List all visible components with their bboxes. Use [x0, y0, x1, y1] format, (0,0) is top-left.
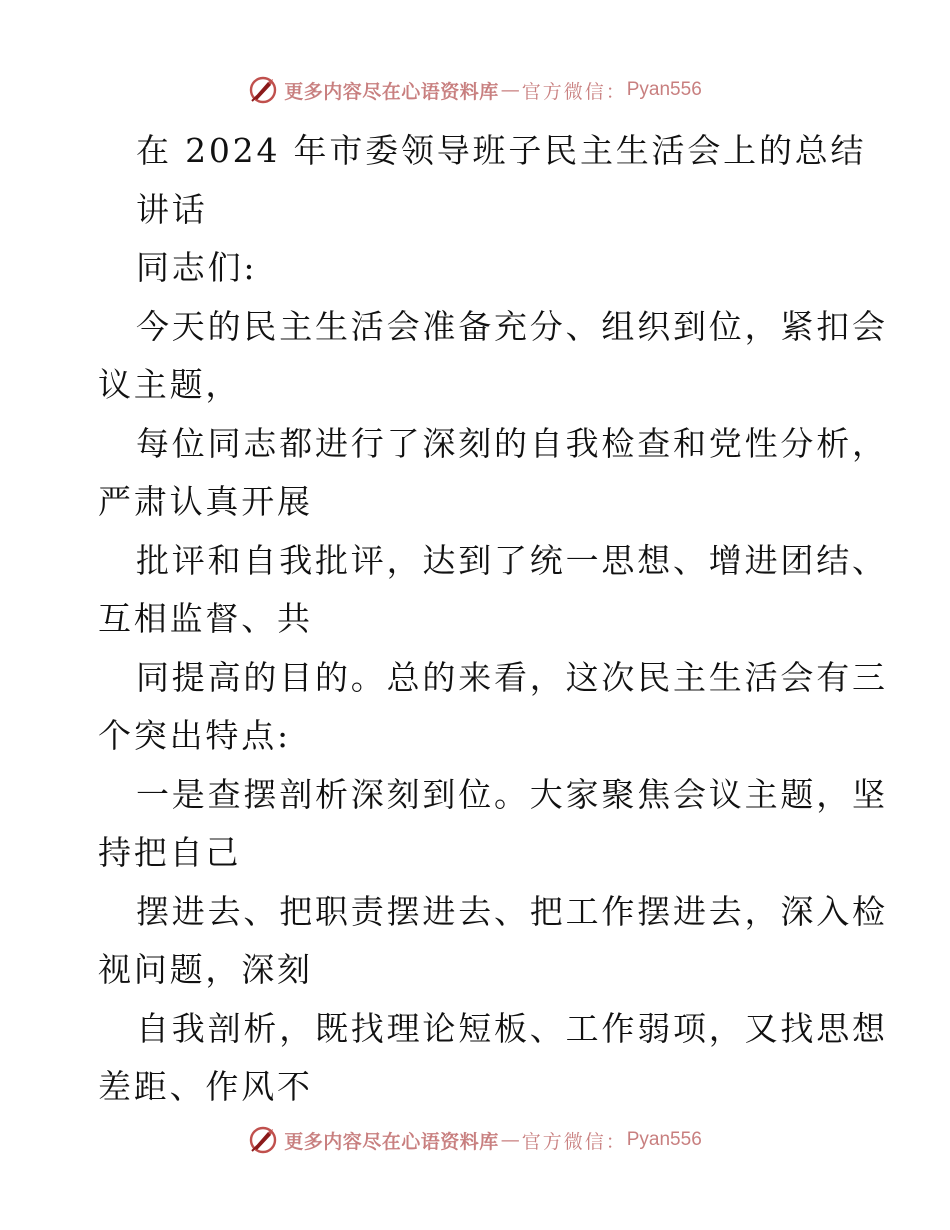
text-line: 一是查摆剖析深刻到位。大家聚焦会议主题，坚: [136, 774, 888, 814]
footer-watermark: [0, 1120, 950, 1160]
watermark-text: 更多内容尽在心语资料库: [284, 1130, 499, 1153]
quill-logo-icon: [248, 75, 278, 105]
watermark-wechat-id: Pyan556: [626, 1129, 702, 1150]
watermark-dash: —: [500, 1129, 520, 1151]
title-line-1: 在 2024 年市委领导班子民主生活会上的总结: [136, 131, 867, 170]
text-line: 批评和自我批评，达到了统一思想、增进团结、: [136, 540, 888, 580]
text-line: 视问题，深刻: [98, 950, 313, 989]
header-watermark: [0, 70, 950, 110]
text-line: 议主题，: [98, 365, 242, 404]
text-line: 持把自己: [98, 833, 242, 872]
watermark-text: 更多内容尽在心语资料库: [284, 80, 499, 103]
quill-logo-icon: [248, 1125, 278, 1155]
salutation: 同志们:: [136, 248, 258, 287]
text-line: 摆进去、把职责摆进去、把工作摆进去，深入检: [136, 891, 888, 931]
watermark-official-label: 官方微信：: [521, 1130, 627, 1153]
watermark-wechat-id: Pyan556: [626, 79, 702, 100]
text-line: 今天的民主生活会准备充分、组织到位，紧扣会: [136, 306, 888, 346]
watermark-official-label: 官方微信：: [521, 80, 627, 103]
title-line-2: 讲话: [136, 189, 208, 229]
text-line: 个突出特点:: [98, 716, 291, 755]
text-line: 差距、作风不: [98, 1067, 313, 1106]
text-line: 严肃认真开展: [98, 482, 313, 521]
document-body: [98, 122, 888, 1117]
text-line: 每位同志都进行了深刻的自我检查和党性分析，: [136, 423, 888, 463]
text-line: 自我剖析，既找理论短板、工作弱项，又找思想: [136, 1008, 888, 1048]
text-line: 互相监督、共: [98, 599, 313, 638]
text-line: 同提高的目的。总的来看，这次民主生活会有三: [136, 657, 888, 697]
watermark-dash: —: [500, 79, 520, 101]
